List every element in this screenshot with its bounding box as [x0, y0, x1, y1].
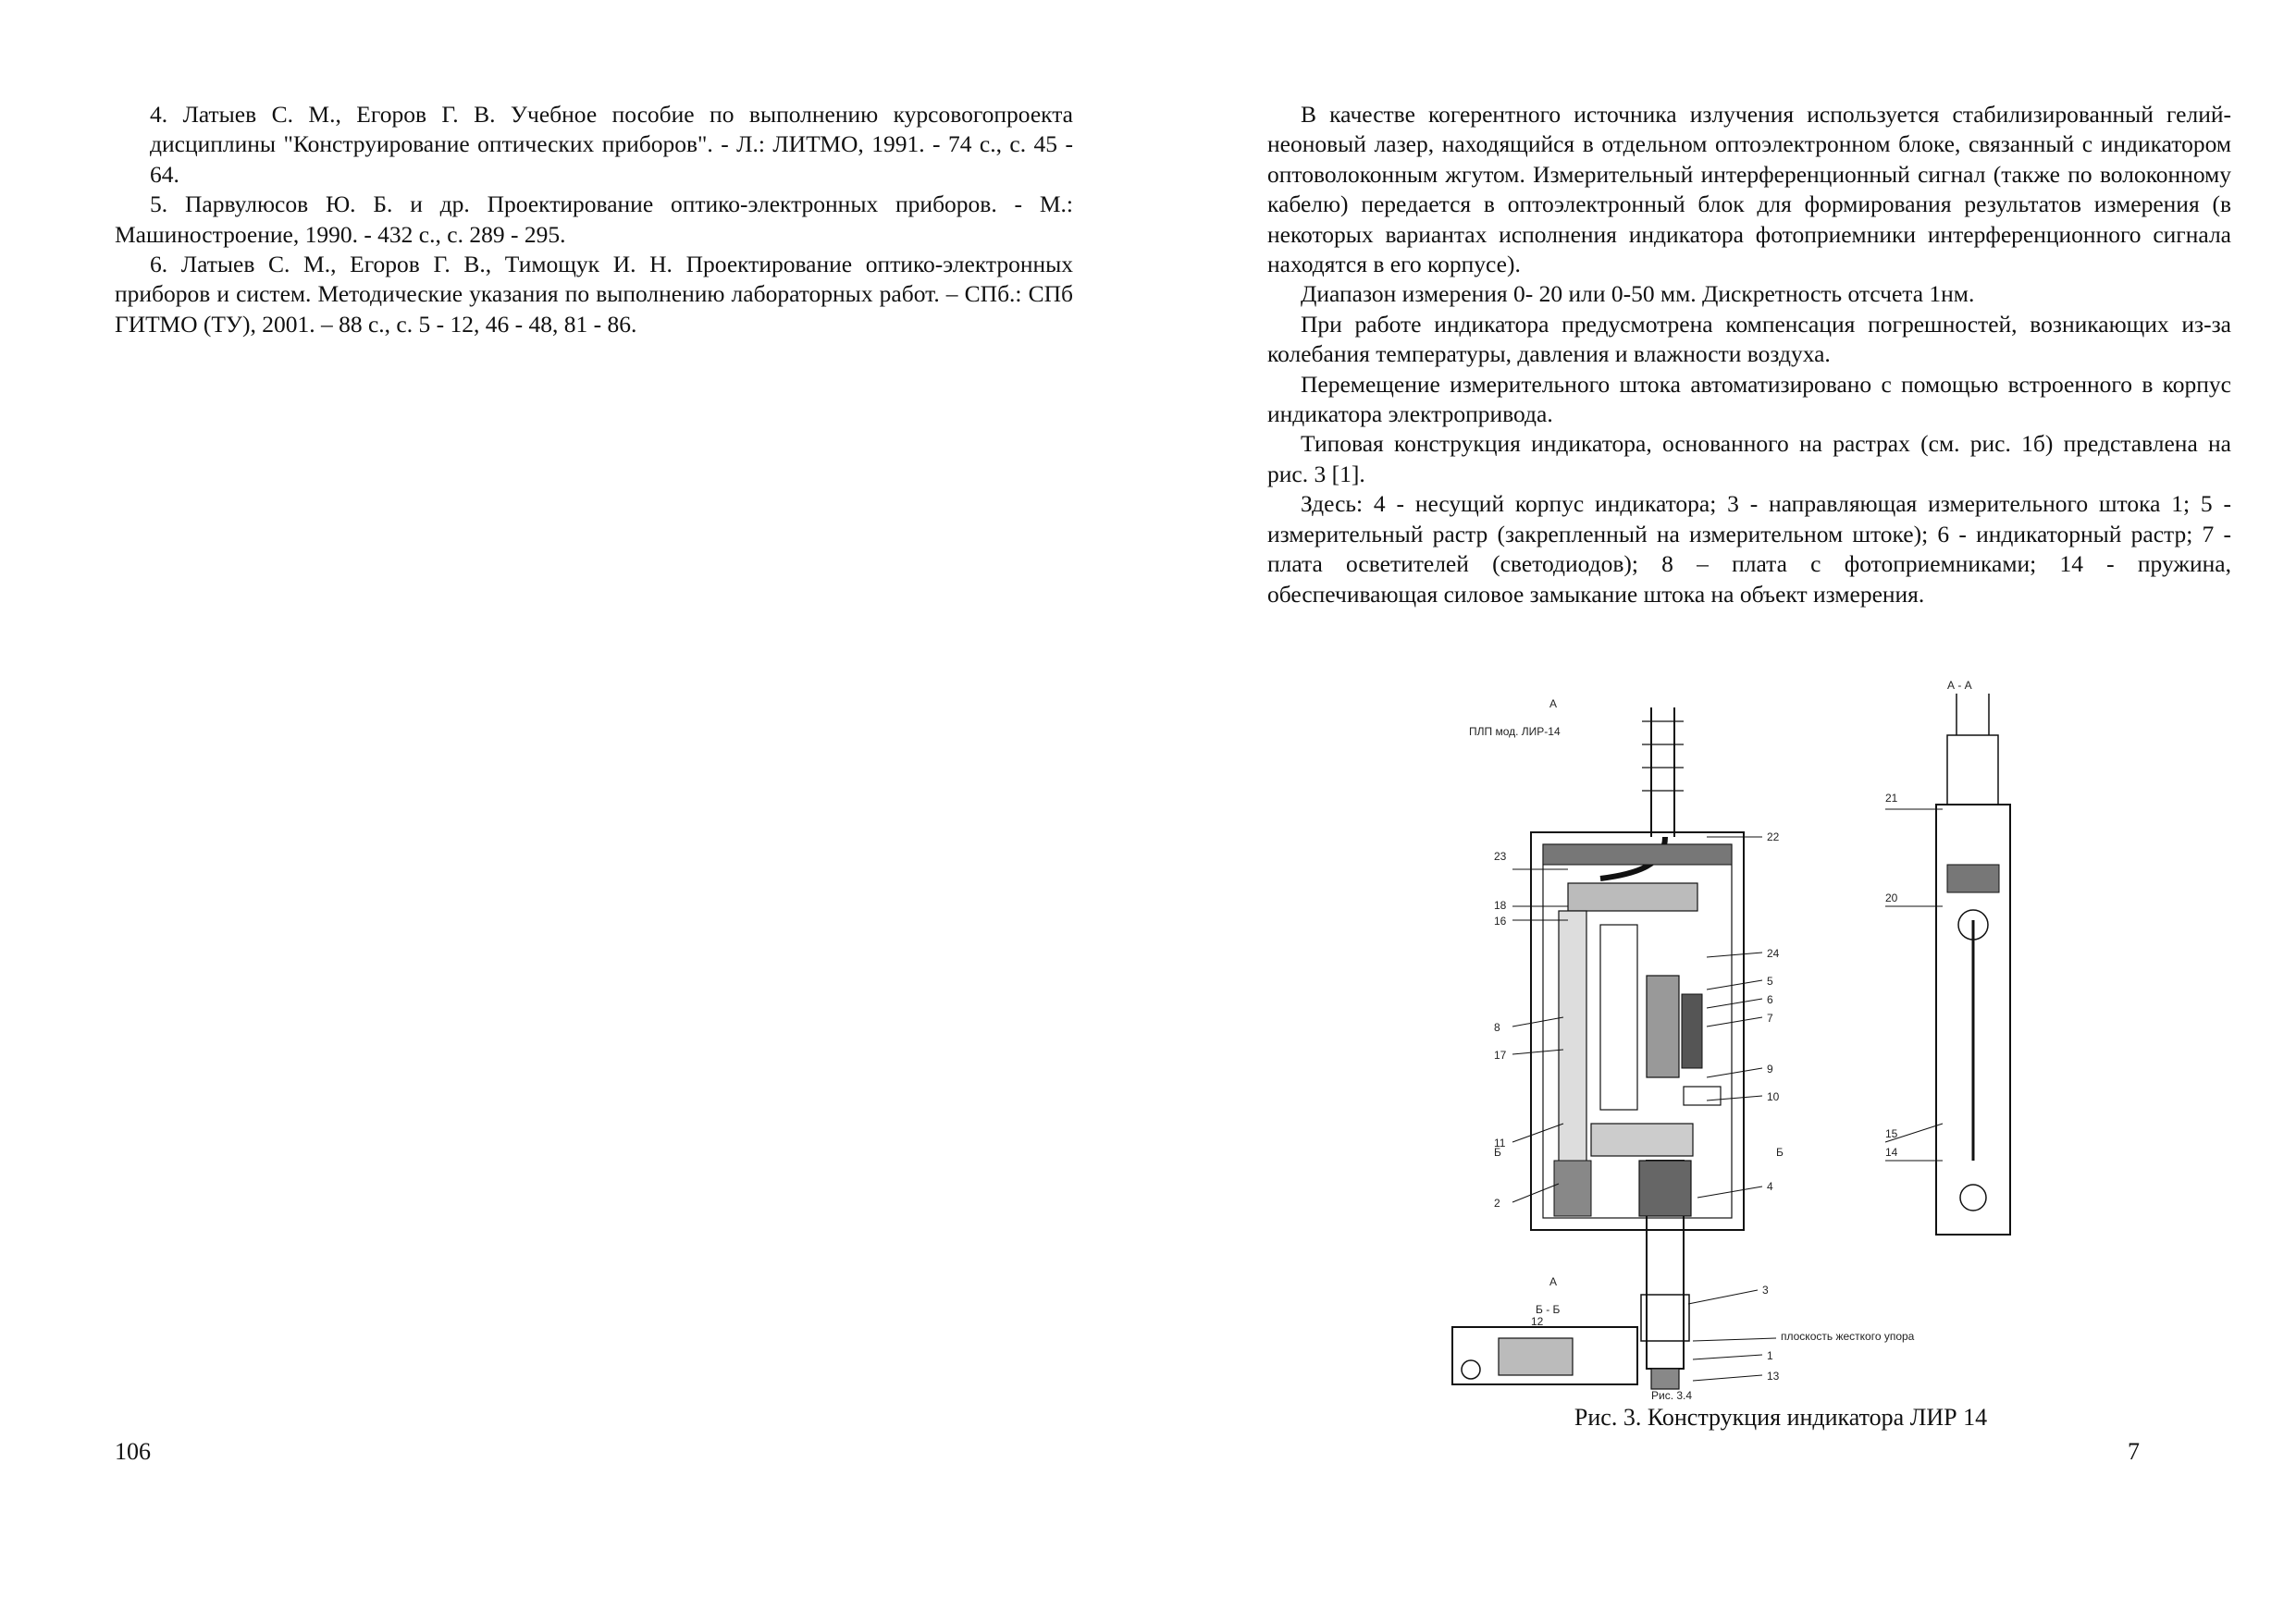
callout-16: 16: [1494, 915, 1507, 928]
section-mark-a-top: А: [1549, 697, 1558, 710]
paragraph-typical-design: Типовая конструкция индикатора, основанного на растрах (см. рис. 1б) представлена на рис. 3 [1].: [1267, 430, 2231, 487]
callout-12: 12: [1531, 1315, 1544, 1328]
callout-10: 10: [1767, 1090, 1780, 1103]
sheet-label: Рис. 3.4: [1651, 1389, 1693, 1401]
callout-1: 1: [1767, 1349, 1773, 1362]
callout-2: 2: [1494, 1197, 1500, 1210]
measuring-raster: [1647, 976, 1679, 1077]
reference-4: 4. Латыев С. М., Егоров Г. В. Учебное пособие по выполнению курсовогопроекта дисциплины "Конструирование оптических приборов". - Л.: ЛИТМО, 1991. - 74 с., с. 45 - 64.: [150, 101, 1073, 188]
reference-6: 6. Латыев С. М., Егоров Г. В., Тимощук И. Н. Проектирование оптико-электронных приборов и систем. Методические указания по выполнению лабораторных работ. – СПб.: СПб ГИТМО (ТУ), 2001. – 88 с., с. 5 - 12, 46 - 48, 81 - 86.: [115, 251, 1073, 338]
hard-stop-plane-label: плоскость жесткого упора: [1781, 1330, 1915, 1343]
callout-18: 18: [1494, 899, 1507, 912]
callout-3: 3: [1762, 1284, 1769, 1297]
callout-9: 9: [1767, 1063, 1773, 1076]
callout-7: 7: [1767, 1012, 1773, 1025]
callout-24: 24: [1767, 947, 1780, 960]
section-label-a-a: А - А: [1947, 680, 1972, 692]
figure-caption: [1110, 1404, 2296, 1432]
callout-21: 21: [1885, 792, 1898, 805]
section-mark-b-right: Б: [1776, 1146, 1784, 1159]
right-page-body: [1267, 100, 2231, 609]
callout-22: 22: [1767, 830, 1780, 843]
section-label-b-b: Б - Б: [1536, 1303, 1561, 1316]
callout-6: 6: [1767, 993, 1773, 1006]
callout-11: 11: [1494, 1137, 1506, 1150]
paragraph-laser-source: В качестве когерентного источника излучения используется стабилизированный гелий-неоновый лазер, находящийся в отдельном оптоэлектронном блоке, связанный с индикатором оптоволоконным жгутом. Измерительный интерференционный сигнал (также по волоконному кабелю) передается в оптоэлектронный блок для формирования результатов измерения (в некоторых вариантах исполнения индикатора фотоприемники интерференционного сигнала находятся в его корпусе).: [1267, 101, 2231, 278]
callout-14: 14: [1885, 1146, 1898, 1159]
callout-13: 13: [1767, 1370, 1780, 1383]
figure-title: ПЛП мод. ЛИР-14: [1469, 725, 1561, 738]
paragraph-drive: Перемещение измерительного штока автоматизировано с помощью встроенного в корпус индикатора электропривода.: [1267, 370, 2231, 428]
callout-17: 17: [1494, 1049, 1507, 1062]
fiber-cable: [1651, 707, 1674, 837]
callout-20: 20: [1885, 891, 1898, 904]
indicator-drawing: [1443, 680, 2165, 1401]
callout-23: 23: [1494, 850, 1507, 863]
callout-4: 4: [1767, 1180, 1773, 1193]
callout-15: 15: [1885, 1127, 1898, 1140]
paragraph-range: Диапазон измерения 0- 20 или 0-50 мм. Дискретность отсчета 1нм.: [1301, 280, 1975, 308]
page-number-left: 106: [115, 1438, 151, 1465]
paragraph-compensation: При работе индикатора предусмотрена компенсация погрешностей, возникающих из-за колебания температуры, давления и влажности воздуха.: [1267, 310, 2231, 368]
section-mark-b-left: Б: [1494, 1146, 1501, 1159]
callout-8: 8: [1494, 1021, 1500, 1034]
callout-5: 5: [1767, 975, 1773, 988]
figure-caption-text: Рис. 3. Конструкция индикатора ЛИР 14: [1574, 1404, 1988, 1431]
reference-5: 5. Парвулюсов Ю. Б. и др. Проектирование оптико-электронных приборов. - М.: Машиностроение, 1990. - 432 с., с. 289 - 295.: [115, 191, 1073, 248]
raster-mount: [1568, 883, 1697, 911]
paragraph-legend: Здесь: 4 - несущий корпус индикатора; 3 - направляющая измерительного штока 1; 5 - измерительный растр (закрепленный на измерительном штоке); 6 - индикаторный растр; 7 - плата осветителей (светодиодов); 8 – плата с фотоприемниками; 14 - пружина, обеспечивающая силовое замыкание штока на объект измерения.: [1267, 490, 2231, 608]
left-page-references: [115, 100, 1073, 339]
page-number-right: 7: [2128, 1438, 2140, 1465]
section-mark-a-bottom: А: [1549, 1275, 1558, 1288]
